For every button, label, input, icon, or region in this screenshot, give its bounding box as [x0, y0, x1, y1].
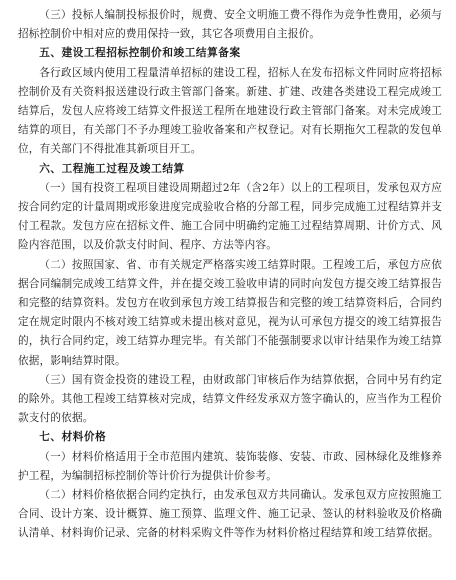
paragraph-process-settlement: （一）国有投资工程项目建设周期超过2年（含2年）以上的工程项目，发承包双方应按合同约定的计量周期或形象进度完成验收合格的分部工程，同步完成施工过程结算并支付工程款。发包方应在招标文件、施工合同中明确约定施工过程结算周期、计价方式、风险内容范围，以及价款支付时间、程序、方法等内容。 — [18, 181, 442, 252]
paragraph-material-contract: （二）材料价格依据合同约定执行，由发承包双方共同确认。发承包双方应按照施工合同、设计方案、设计概算、施工预算、监理文件、施工记录、签认的材料验收及价格确认清单、材料询价记录、完备的材料采购文件等作为材料价格过程结算和竣工结算依据。 — [18, 489, 442, 540]
section-heading-7: 七、材料价格 — [39, 431, 107, 444]
paragraph-filing: 各行政区域内使用工程量清单招标的建设工程，招标人在发布招标文件同时应将招标控制价及有关资料报送建设行政主管部门备案。新建、扩建、改建各类建设工程完成竣工结算后，发包人应将竣工结算文件报送工程所在地建设行政主管部门备案。对未完成竣工结算的项目，有关部门不予办理竣工验收备案和产权登记。对有长期拖欠工程款的发包单位，有关部门不得批准其新项目开工。 — [18, 66, 442, 156]
paragraph-state-funded: （三）国有资金投资的建设工程，由财政部门审核后作为结算依据，合同中另有约定的除外。其他工程竣工结算核对完成，结算文件经发承双方签字确认的，应当作为工程价款支付的依据。 — [18, 373, 442, 425]
paragraph-settlement-deadline: （二）按照国家、省、市有关规定严格落实竣工结算时限。工程竣工后，承包方应依据合同编制完成竣工结算文件，并在提交竣工验收申请的同时向发包方提交竣工结算报告和完整的结算资料。发包方在收到承包方竣工结算报告和完整的竣工结算资料后，合同约定在规定时限内不核对竣工结算或未提出核对意见，视为认可承包方提交的竣工结算报告的，执行合同约定，竣工结算办理完毕。有关部门不能强制要求以审计结果作为竣工结算依据，影响结算时限。 — [18, 258, 442, 367]
section-heading-5: 五、建设工程招标控制价和竣工结算备案 — [39, 47, 241, 60]
section-heading-6: 六、工程施工过程及竣工结算 — [39, 162, 185, 175]
paragraph-material-scope: （一）材料价格适用于全市范围内建筑、装饰装修、安装、市政、园林绿化及维修养护工程，为编制招标控制价等计价行为提供计价参考。 — [18, 450, 442, 482]
paragraph-bid-quotation: （三）投标人编制投标报价时，规费、安全文明施工费不得作为竞争性费用，必须与招标控制价中相对应的费用保持一致，其它各项费用自主报价。 — [18, 9, 442, 41]
